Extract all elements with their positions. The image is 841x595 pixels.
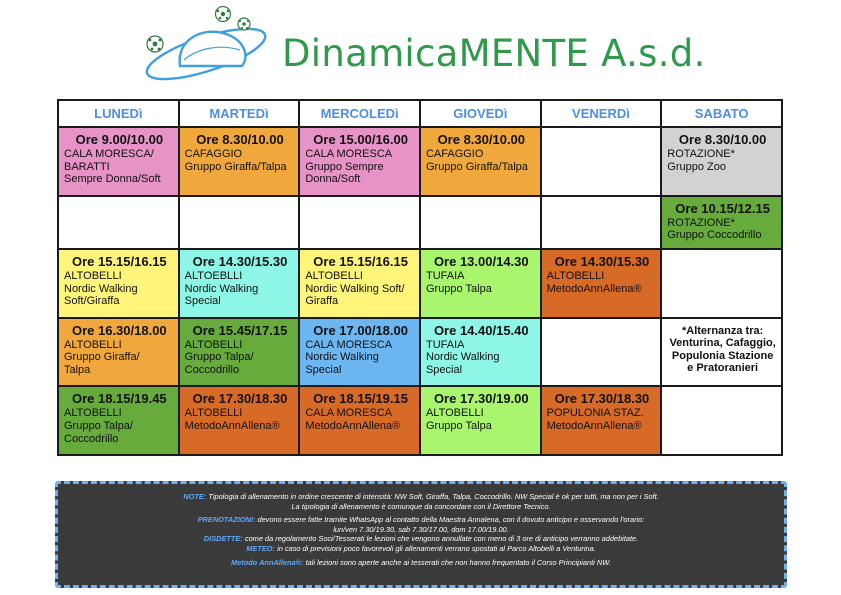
- note-booking: [58, 515, 784, 553]
- table-row: [58, 127, 782, 196]
- slot-time: Ore 14.30/15.30: [192, 253, 288, 269]
- slot-line: TUFAIA: [425, 269, 465, 282]
- schedule-cell: [299, 127, 420, 196]
- schedule-cell-empty: [541, 318, 662, 387]
- schedule-cell-empty: [58, 196, 179, 249]
- slot-line: ALTOBELLI: [184, 407, 243, 420]
- note-label: NOTE:: [183, 492, 207, 501]
- header: [140, 4, 740, 92]
- table-row: [58, 318, 782, 387]
- slot-time: Ore 17.30/18.30: [554, 391, 650, 407]
- method-text: tali lezioni sono aperte anche ai tesserati che non hanno frequentato il Corso Principianti NW.: [305, 557, 611, 567]
- weekly-schedule-table: [57, 99, 783, 456]
- slot-line: Nordic Walking: [425, 351, 500, 364]
- schedule-cell: [58, 249, 179, 318]
- cancellation-text: come da regolamento Soci/Tesserati le lezioni che vengono annullate con meno di 3 ore di anticipo verranno addebitate.: [244, 534, 639, 544]
- slot-line: ROTAZIONE*: [667, 216, 735, 229]
- schedule-cell: [179, 249, 300, 318]
- slot-line: ROTAZIONE*: [667, 148, 735, 160]
- slot-line: ALTOBELLI: [64, 269, 122, 282]
- schedule-cell: [58, 127, 179, 196]
- slot-line: Special: [425, 363, 463, 376]
- slot-line: Sempre Donna/Soft: [64, 173, 161, 186]
- slot-line: ALTOBELLI: [425, 407, 484, 420]
- note-text: Tipologia di allenamento in ordine crescente di intensità: NW Soft, Giraffa, Talpa, Coccodrillo. NW Special è ok per tutti, ma non per i Soft.: [208, 492, 659, 501]
- slot-line: Talpa: [64, 363, 91, 376]
- schedule-cell: [661, 196, 782, 249]
- slot-time: Ore 10.15/12.15: [675, 200, 770, 216]
- slot-line: Nordic Walking: [305, 351, 379, 364]
- planet-with-balls-icon: [140, 4, 280, 92]
- slot-line: ALTOBELLI: [184, 338, 243, 351]
- schedule-cell: [420, 386, 541, 455]
- day-header-thursday: GIOVEDì: [420, 100, 541, 127]
- schedule-cell: [58, 318, 179, 387]
- slot-time: Ore 17.30/18.30: [192, 391, 288, 407]
- slot-line: Special: [184, 295, 221, 308]
- booking-label: PRENOTAZIONI:: [197, 515, 256, 525]
- slot-time: Ore 9.00/10.00: [75, 132, 164, 147]
- schedule-cell: [179, 127, 300, 196]
- slot-time: Ore 8.30/10.00: [437, 132, 526, 147]
- rotation-note-line: Populonia Stazione: [671, 349, 774, 362]
- schedule-cell: [661, 127, 782, 196]
- slot-line: ALTOEBLLI: [184, 269, 243, 282]
- slot-line: CALA MORESCA/: [64, 148, 154, 160]
- slot-line: CALA MORESCA: [305, 148, 393, 160]
- slot-line: Gruppo Coccodrillo: [667, 229, 762, 242]
- schedule-cell: [299, 318, 420, 387]
- note-method: [58, 558, 784, 568]
- slot-line: Nordic Walking: [64, 282, 138, 295]
- brand-title: DinamicaMENTE A.s.d.: [282, 32, 706, 75]
- slot-time: Ore 14.40/15.40: [433, 322, 529, 338]
- slot-time: Ore 16.30/18.00: [71, 322, 167, 338]
- slot-time: Ore 15.15/16.15: [313, 253, 408, 269]
- schedule-cell: [541, 386, 662, 455]
- slot-time: Ore 15.15/16.15: [71, 253, 167, 269]
- slot-line: CALA MORESCA: [305, 338, 393, 351]
- slot-line: Gruppo Giraffa/Talpa: [425, 160, 528, 173]
- slot-line: Giraffa: [305, 295, 339, 308]
- slot-line: CAFAGGIO: [425, 148, 484, 160]
- slot-line: BARATTI: [64, 160, 110, 173]
- note-training-types: [58, 492, 784, 511]
- slot-line: Soft/Giraffa: [64, 295, 120, 308]
- day-header-monday: LUNEDì: [58, 100, 179, 127]
- cancellation-label: DISDETTE:: [203, 534, 243, 544]
- table-row: [58, 249, 782, 318]
- schedule-cell-empty: [299, 196, 420, 249]
- slot-line: CALA MORESCA: [305, 407, 393, 420]
- day-header-wednesday: MERCOLEDì: [299, 100, 420, 127]
- slot-line: Gruppo Zoo: [667, 160, 726, 173]
- slot-time: Ore 8.30/10.00: [678, 132, 767, 147]
- slot-line: Coccodrillo: [64, 432, 119, 445]
- rotation-note-line: e Pratoranieri: [687, 362, 759, 375]
- slot-line: Nordic Walking Soft/: [305, 282, 405, 295]
- day-header-friday: VENERDì: [541, 100, 662, 127]
- method-label: Metodo AnnAllena®:: [231, 557, 304, 567]
- table-row: [58, 386, 782, 455]
- slot-line: Coccodrillo: [184, 363, 240, 376]
- slot-line: MetodoAnnAllena®: [305, 419, 401, 432]
- slot-line: MetodoAnnAllena®: [546, 282, 642, 295]
- slot-line: Gruppo Talpa: [425, 282, 492, 295]
- slot-line: Gruppo Talpa/: [64, 419, 133, 432]
- booking-text: devono essere fatte tramite WhatsApp al contatto della Maestra Annalena, con il dovuto anticipo e osservando l'orario:: [257, 515, 645, 525]
- slot-line: Gruppo Giraffa/: [64, 351, 140, 364]
- schedule-cell: [299, 249, 420, 318]
- schedule-cell: [420, 127, 541, 196]
- day-header-row: [58, 100, 782, 127]
- schedule-cell: [541, 249, 662, 318]
- slot-line: ALTOBELLI: [546, 269, 605, 282]
- rotation-note-line: Venturina, Cafaggio,: [669, 337, 776, 350]
- schedule-cell: [179, 318, 300, 387]
- slot-line: ALTOBELLI: [64, 338, 122, 351]
- slot-line: Gruppo Talpa/: [184, 351, 254, 364]
- notes-box: [55, 481, 787, 588]
- slot-line: MetodoAnnAllena®: [546, 419, 642, 432]
- slot-line: ALTOBELLI: [64, 407, 122, 420]
- slot-line: TUFAIA: [425, 338, 465, 351]
- slot-time: Ore 8.30/10.00: [196, 132, 284, 147]
- slot-line: ALTOBELLI: [305, 269, 363, 282]
- slot-time: Ore 18.15/19.15: [313, 391, 408, 407]
- slot-time: Ore 13.00/14.30: [433, 253, 529, 269]
- schedule-cell-empty: [661, 249, 782, 318]
- rotation-note: [661, 318, 782, 387]
- schedule-cell-empty: [179, 196, 300, 249]
- booking-hours: lun/ven 7.30/19.30, sab 7.30/17.00, dom 17.00/19.00.: [333, 524, 509, 534]
- schedule-cell: [58, 386, 179, 455]
- slot-time: Ore 14.30/15.30: [554, 253, 650, 269]
- schedule-cell-empty: [661, 386, 782, 455]
- schedule-cell-empty: [541, 127, 662, 196]
- slot-line: Gruppo Sempre: [305, 160, 384, 173]
- schedule-cell: [420, 249, 541, 318]
- note-text-2: La tipologia di allenamento è comunque da concordare con il Direttore Tecnico.: [291, 501, 551, 511]
- slot-line: Gruppo Talpa: [425, 419, 492, 432]
- slot-time: Ore 15.00/16.00: [313, 132, 408, 147]
- slot-time: Ore 15.45/17.15: [192, 322, 288, 338]
- table-row: [58, 196, 782, 249]
- slot-time: Ore 17.30/19.00: [433, 391, 529, 407]
- weather-label: METEO:: [246, 543, 276, 553]
- slot-line: Gruppo Giraffa/Talpa: [184, 160, 287, 173]
- slot-line: CAFAGGIO: [184, 148, 243, 160]
- day-header-saturday: SABATO: [661, 100, 782, 127]
- slot-time: Ore 18.15/19.45: [71, 391, 167, 407]
- slot-time: Ore 17.00/18.00: [313, 322, 408, 338]
- rotation-note-line: *Alternanza tra:: [681, 324, 764, 337]
- slot-line: Nordic Walking: [184, 282, 259, 295]
- slot-line: POPULONIA STAZ.: [546, 407, 644, 420]
- schedule-cell: [299, 386, 420, 455]
- slot-line: Donna/Soft: [305, 173, 361, 186]
- slot-line: Special: [305, 363, 342, 376]
- schedule-cell-empty: [420, 196, 541, 249]
- slot-line: MetodoAnnAllena®: [184, 419, 280, 432]
- schedule-cell: [179, 386, 300, 455]
- day-header-tuesday: MARTEDì: [179, 100, 300, 127]
- schedule-cell-empty: [541, 196, 662, 249]
- schedule-cell: [420, 318, 541, 387]
- weather-text: in caso di previsioni poco favorevoli gli allenamenti verrano spostati al Parco Altobelli a Venturina.: [277, 543, 596, 553]
